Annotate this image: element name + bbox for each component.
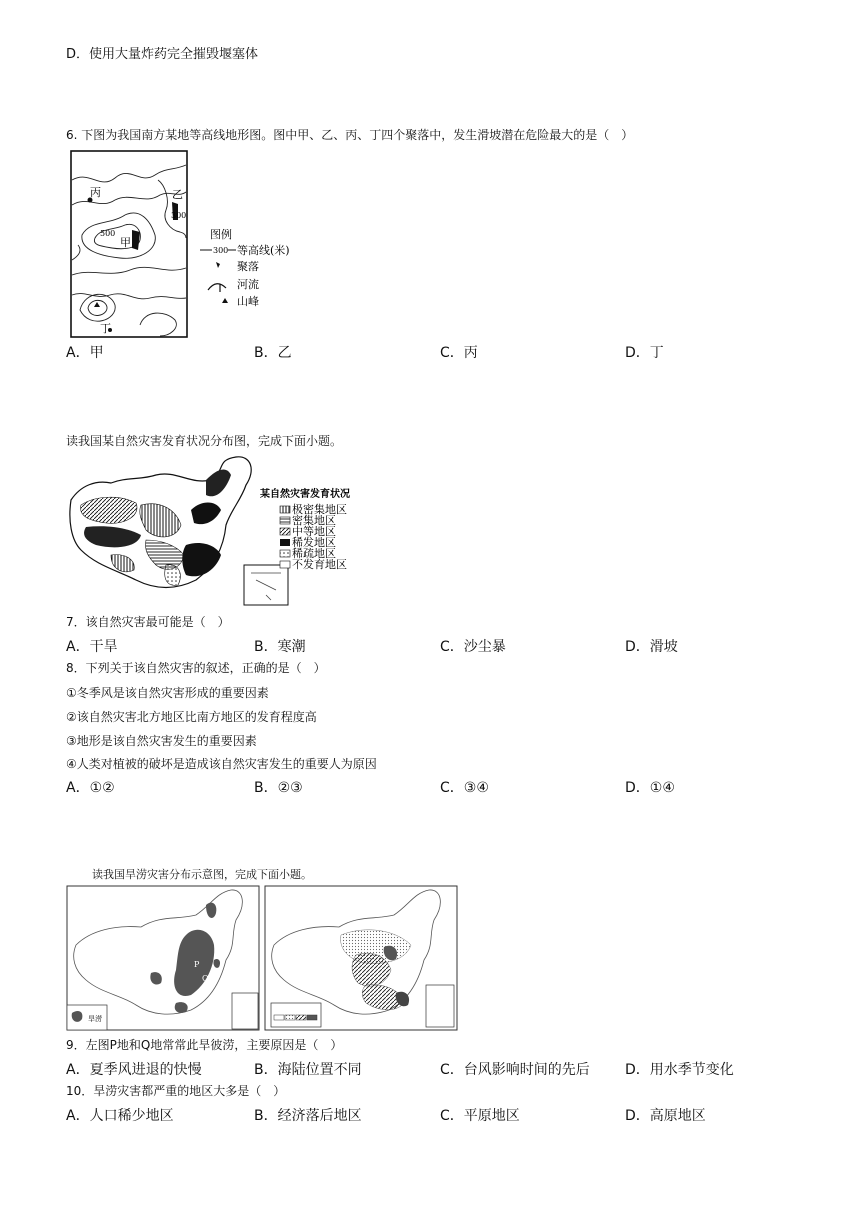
- intro-q9-10: 读我国旱涝灾害分布示意图，完成下面小题。: [92, 868, 312, 881]
- q9-option-a[interactable]: A．夏季风进退的快慢: [66, 1062, 202, 1078]
- drought-flood-maps-figure: [66, 885, 458, 1031]
- label-p: P: [194, 960, 200, 969]
- q10-option-c[interactable]: C．平原地区: [440, 1108, 520, 1124]
- q8-statement-4: ④人类对植被的破坏是造成该自然灾害发生的重要人为原因: [66, 757, 377, 771]
- label-yi: 乙: [172, 188, 183, 201]
- label-q: Q: [202, 974, 209, 983]
- q8-option-b[interactable]: B．②③: [254, 780, 303, 796]
- intro-q7-8: 读我国某自然灾害发育状况分布图，完成下面小题。: [66, 434, 343, 448]
- peak-icon: [222, 298, 228, 303]
- legend-item-5: 稀疏地区: [292, 547, 336, 560]
- label-bing: 丙: [90, 186, 101, 199]
- q8-option-d[interactable]: D．①④: [625, 780, 675, 796]
- drought-flood-maps: [66, 885, 458, 1031]
- legend-contour-sample: 300: [213, 246, 229, 255]
- q10-option-a[interactable]: A．人口稀少地区: [66, 1108, 174, 1124]
- label-ding: 丁: [100, 322, 111, 335]
- q8-statement-2: ②该自然灾害北方地区比南方地区的发育程度高: [66, 710, 317, 724]
- q8-option-a[interactable]: A．①②: [66, 780, 115, 796]
- q10-option-d[interactable]: D．高原地区: [625, 1108, 706, 1124]
- q6-stem: 6. 下图为我国南方某地等高线地形图。图中甲、乙、丙、丁四个聚落中，发生滑坡潜在危险最大的是（ ）: [66, 128, 634, 142]
- q9-stem: 9．左图P地和Q地常常此旱彼涝，主要原因是（ ）: [66, 1038, 343, 1052]
- legend-item-6: 不发育地区: [292, 558, 347, 571]
- label-jia: 甲: [120, 236, 131, 249]
- q7-option-b[interactable]: B．寒潮: [254, 639, 306, 655]
- disaster-map-figure: [66, 455, 366, 607]
- q6-option-c[interactable]: C．丙: [440, 345, 478, 361]
- q8-statement-3: ③地形是该自然灾害发生的重要因素: [66, 734, 257, 748]
- q7-stem: 7．该自然灾害最可能是（ ）: [66, 615, 230, 629]
- q6-option-a[interactable]: A．甲: [66, 345, 104, 361]
- legend-title: 图例: [210, 228, 232, 241]
- legend-item-3: 中等地区: [292, 525, 336, 538]
- left-legend-label: 旱涝: [88, 1015, 102, 1023]
- settlement-icon: [216, 262, 220, 268]
- q9-option-d[interactable]: D．用水季节变化: [625, 1062, 734, 1078]
- q7-option-a[interactable]: A．干旱: [66, 639, 118, 655]
- q10-option-b[interactable]: B．经济落后地区: [254, 1108, 362, 1124]
- q9-option-c[interactable]: C．台风影响时间的先后: [440, 1062, 590, 1078]
- q6-option-d[interactable]: D．丁: [625, 345, 664, 361]
- label-500: 500: [100, 229, 116, 238]
- label-300: 300: [171, 211, 187, 220]
- river-icon: [208, 284, 226, 292]
- legend-title: 某自然灾害发育状况: [260, 489, 350, 500]
- legend-settlement: 聚落: [237, 260, 259, 273]
- q9-option-b[interactable]: B．海陆位置不同: [254, 1062, 362, 1078]
- legend-item-1: 极密集地区: [292, 503, 347, 516]
- contour-map: [70, 150, 310, 340]
- q5-option-d: D．使用大量炸药完全摧毁堰塞体: [66, 47, 259, 62]
- q8-statement-1: ①冬季风是该自然灾害形成的重要因素: [66, 686, 269, 700]
- legend-peak: 山峰: [237, 295, 259, 308]
- q7-option-c[interactable]: C．沙尘暴: [440, 639, 506, 655]
- legend-river: 河流: [237, 278, 259, 291]
- q6-option-b[interactable]: B．乙: [254, 345, 292, 361]
- q8-option-c[interactable]: C．③④: [440, 780, 489, 796]
- legend-item-2: 密集地区: [292, 514, 336, 527]
- legend-contour: 等高线(米): [237, 244, 290, 257]
- disaster-map: [66, 455, 366, 607]
- legend-item-4: 稀发地区: [292, 536, 336, 549]
- q10-stem: 10．旱涝灾害都严重的地区大多是（ ）: [66, 1084, 286, 1098]
- q8-stem: 8．下列关于该自然灾害的叙述，正确的是（ ）: [66, 661, 326, 675]
- contour-map-figure: [70, 150, 310, 340]
- q7-option-d[interactable]: D．滑坡: [625, 639, 678, 655]
